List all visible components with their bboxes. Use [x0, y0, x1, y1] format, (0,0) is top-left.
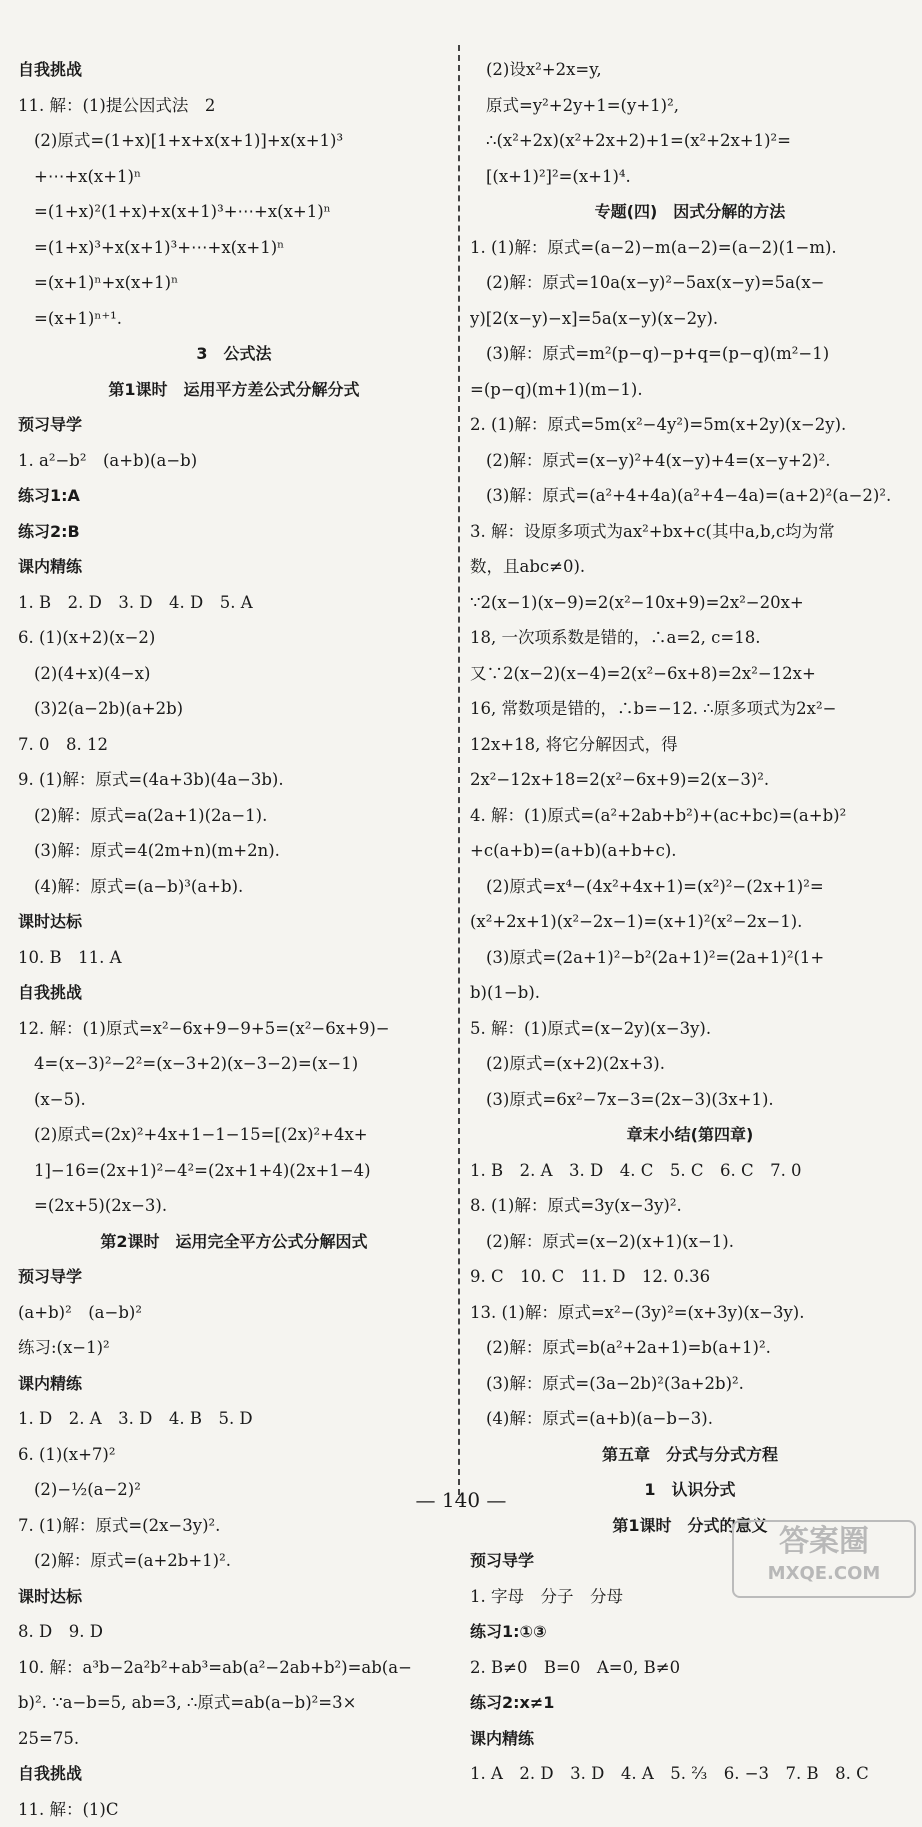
- answer-line: 11. 解：(1)C: [18, 1792, 450, 1827]
- watermark-title: 答案圈: [734, 1522, 914, 1562]
- answer-line: (3)解：原式=m²(p−q)−p+q=(p−q)(m²−1): [470, 336, 910, 372]
- answer-line: (3)解：原式=4(2m+n)(m+2n).: [18, 833, 450, 869]
- answer-line: (2)(4+x)(4−x): [18, 656, 450, 692]
- left-column: [18, 52, 450, 1827]
- answer-line: (2)原式=x⁴−(4x²+4x+1)=(x²)²−(2x+1)²=: [470, 869, 910, 905]
- answer-line: (a+b)² (a−b)²: [18, 1295, 450, 1331]
- answer-line: 9. (1)解：原式=(4a+3b)(4a−3b).: [18, 762, 450, 798]
- answer-line: 10. 解：a³b−2a²b²+ab³=ab(a²−2ab+b²)=ab(a−: [18, 1650, 450, 1686]
- answer-line: (4)解：原式=(a+b)(a−b−3).: [470, 1401, 910, 1437]
- answer-line: (2)原式=(x+2)(2x+3).: [470, 1046, 910, 1082]
- section-heading: 自我挑战: [18, 1756, 450, 1792]
- answer-line: +c(a+b)=(a+b)(a+b+c).: [470, 833, 910, 869]
- answer-line: 2. (1)解：原式=5m(x²−4y²)=5m(x+2y)(x−2y).: [470, 407, 910, 443]
- answer-line: (x−5).: [18, 1082, 450, 1118]
- answer-line: (3)解：原式=(a²+4+4a)(a²+4−4a)=(a+2)²(a−2)².: [470, 478, 910, 514]
- section-heading: 第2课时 运用完全平方公式分解因式: [18, 1224, 450, 1260]
- answer-line: 6. (1)(x+2)(x−2): [18, 620, 450, 656]
- section-heading: 第1课时 分式的意义: [470, 1508, 910, 1544]
- answer-line: 7. 0 8. 12: [18, 727, 450, 763]
- answer-line: 1. B 2. D 3. D 4. D 5. A: [18, 585, 450, 621]
- answer-line: (3)解：原式=(3a−2b)²(3a+2b)².: [470, 1366, 910, 1402]
- section-heading: 预习导学: [470, 1543, 910, 1579]
- watermark-logo: [732, 1520, 916, 1598]
- answer-line: 12. 解：(1)原式=x²−6x+9−9+5=(x²−6x+9)−: [18, 1011, 450, 1047]
- answer-line: ∵2(x−1)(x−9)=2(x²−10x+9)=2x²−20x+: [470, 585, 910, 621]
- answer-line: y)[2(x−y)−x]=5a(x−y)(x−2y).: [470, 301, 910, 337]
- answer-line: 1. B 2. A 3. D 4. C 5. C 6. C 7. 0: [470, 1153, 910, 1189]
- answer-line: 8. D 9. D: [18, 1614, 450, 1650]
- answer-line: 练习:(x−1)²: [18, 1330, 450, 1366]
- answer-line: (2)解：原式=10a(x−y)²−5ax(x−y)=5a(x−: [470, 265, 910, 301]
- answer-line: =(x+1)ⁿ⁺¹.: [18, 301, 450, 337]
- section-heading: 课时达标: [18, 1579, 450, 1615]
- answer-line: 4. 解：(1)原式=(a²+2ab+b²)+(ac+bc)=(a+b)²: [470, 798, 910, 834]
- answer-line: ∴(x²+2x)(x²+2x+2)+1=(x²+2x+1)²=: [470, 123, 910, 159]
- answer-line: 7. (1)解：原式=(2x−3y)².: [18, 1508, 450, 1544]
- answer-line: 10. B 11. A: [18, 940, 450, 976]
- page-number: — 140 —: [0, 1488, 922, 1512]
- answer-line: 9. C 10. C 11. D 12. 0.36: [470, 1259, 910, 1295]
- answer-line: 原式=y²+2y+1=(y+1)²,: [470, 88, 910, 124]
- answer-line: 18, 一次项系数是错的，∴a=2, c=18.: [470, 620, 910, 656]
- answer-line: 4=(x−3)²−2²=(x−3+2)(x−3−2)=(x−1): [18, 1046, 450, 1082]
- answer-line: 1]−16=(2x+1)²−4²=(2x+1+4)(2x+1−4): [18, 1153, 450, 1189]
- answer-line: (2)原式=(1+x)[1+x+x(x+1)]+x(x+1)³: [18, 123, 450, 159]
- answer-line: b)(1−b).: [470, 975, 910, 1011]
- answer-line: (2)解：原式=(x−2)(x+1)(x−1).: [470, 1224, 910, 1260]
- answer-line: 3. 解：设原多项式为ax²+bx+c(其中a,b,c均为常: [470, 514, 910, 550]
- answer-line: 1. 字母 分子 分母: [470, 1579, 910, 1615]
- answer-line: (2)设x²+2x=y,: [470, 52, 910, 88]
- answer-line: 6. (1)(x+7)²: [18, 1437, 450, 1473]
- answer-line: (3)原式=6x²−7x−3=(2x−3)(3x+1).: [470, 1082, 910, 1118]
- answer-line: 16, 常数项是错的，∴b=−12. ∴原多项式为2x²−: [470, 691, 910, 727]
- section-heading: 第1课时 运用平方差公式分解分式: [18, 372, 450, 408]
- section-heading: 自我挑战: [18, 52, 450, 88]
- answer-line: 1. A 2. D 3. D 4. A 5. ⅔ 6. −3 7. B 8. C: [470, 1756, 910, 1792]
- answer-line: =(p−q)(m+1)(m−1).: [470, 372, 910, 408]
- answer-line: 13. (1)解：原式=x²−(3y)²=(x+3y)(x−3y).: [470, 1295, 910, 1331]
- answer-line: (x²+2x+1)(x²−2x−1)=(x+1)²(x²−2x−1).: [470, 904, 910, 940]
- section-heading: 预习导学: [18, 1259, 450, 1295]
- answer-line: (2)解：原式=b(a²+2a+1)=b(a+1)².: [470, 1330, 910, 1366]
- answer-line: 2x²−12x+18=2(x²−6x+9)=2(x−3)².: [470, 762, 910, 798]
- section-heading: 章末小结(第四章): [470, 1117, 910, 1153]
- answer-line: (3)2(a−2b)(a+2b): [18, 691, 450, 727]
- answer-line: 12x+18, 将它分解因式，得: [470, 727, 910, 763]
- answer-line: (3)原式=(2a+1)²−b²(2a+1)²=(2a+1)²(1+: [470, 940, 910, 976]
- section-heading: 专题(四) 因式分解的方法: [470, 194, 910, 230]
- section-heading: 练习2:x≠1: [470, 1685, 910, 1721]
- answer-line: +⋯+x(x+1)ⁿ: [18, 159, 450, 195]
- answer-line: (2)原式=(2x)²+4x+1−1−15=[(2x)²+4x+: [18, 1117, 450, 1153]
- section-heading: 练习1:①③: [470, 1614, 910, 1650]
- answer-line: 5. 解：(1)原式=(x−2y)(x−3y).: [470, 1011, 910, 1047]
- answer-line: 11. 解：(1)提公因式法 2: [18, 88, 450, 124]
- answer-line: 数，且abc≠0).: [470, 549, 910, 585]
- section-heading: 课内精练: [18, 549, 450, 585]
- answer-line: 又∵2(x−2)(x−4)=2(x²−6x+8)=2x²−12x+: [470, 656, 910, 692]
- section-heading: 3 公式法: [18, 336, 450, 372]
- section-heading: 练习2:B: [18, 514, 450, 550]
- section-heading: 自我挑战: [18, 975, 450, 1011]
- answer-line: 1. (1)解：原式=(a−2)−m(a−2)=(a−2)(1−m).: [470, 230, 910, 266]
- section-heading: 课内精练: [470, 1721, 910, 1757]
- answer-line: (4)解：原式=(a−b)³(a+b).: [18, 869, 450, 905]
- section-heading: 1 认识分式: [470, 1472, 910, 1508]
- answer-line: 25=75.: [18, 1721, 450, 1757]
- answer-line: [(x+1)²]²=(x+1)⁴.: [470, 159, 910, 195]
- section-heading: 课内精练: [18, 1366, 450, 1402]
- section-heading: 课时达标: [18, 904, 450, 940]
- answer-line: b)². ∵a−b=5, ab=3, ∴原式=ab(a−b)²=3×: [18, 1685, 450, 1721]
- answer-line: (2)解：原式=(x−y)²+4(x−y)+4=(x−y+2)².: [470, 443, 910, 479]
- watermark-url: MXQE.COM: [734, 1562, 914, 1586]
- answer-line: =(2x+5)(2x−3).: [18, 1188, 450, 1224]
- answer-line: (2)解：原式=a(2a+1)(2a−1).: [18, 798, 450, 834]
- answer-line: (2)解：原式=(a+2b+1)².: [18, 1543, 450, 1579]
- answer-line: 2. B≠0 B=0 A=0, B≠0: [470, 1650, 910, 1686]
- answer-line: 8. (1)解：原式=3y(x−3y)².: [470, 1188, 910, 1224]
- answer-line: =(1+x)²(1+x)+x(x+1)³+⋯+x(x+1)ⁿ: [18, 194, 450, 230]
- section-heading: 第五章 分式与分式方程: [470, 1437, 910, 1473]
- answer-line: (2)−½(a−2)²: [18, 1472, 450, 1508]
- answer-line: =(1+x)³+x(x+1)³+⋯+x(x+1)ⁿ: [18, 230, 450, 266]
- answer-line: 1. D 2. A 3. D 4. B 5. D: [18, 1401, 450, 1437]
- answer-line: 1. a²−b² (a+b)(a−b): [18, 443, 450, 479]
- section-heading: 预习导学: [18, 407, 450, 443]
- column-divider: [458, 45, 460, 1495]
- answer-line: =(x+1)ⁿ+x(x+1)ⁿ: [18, 265, 450, 301]
- section-heading: 练习1:A: [18, 478, 450, 514]
